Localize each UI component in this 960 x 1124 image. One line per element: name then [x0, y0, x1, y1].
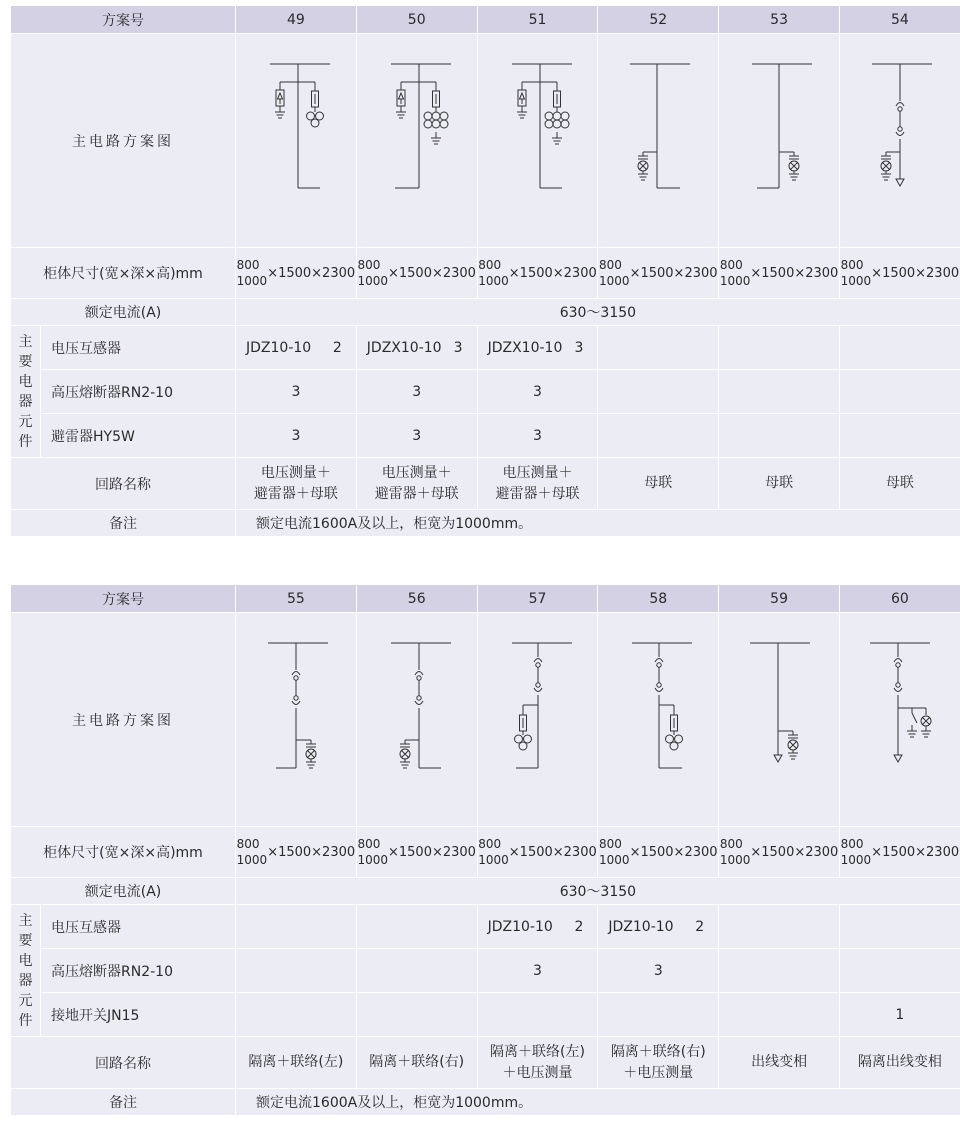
component-cell [477, 326, 598, 370]
component-qty: 3 [356, 370, 477, 414]
component-label: 接地开关JN15 [41, 993, 236, 1037]
component-model: JDZX10-10 [366, 339, 442, 356]
circuit-name [719, 458, 840, 510]
side-char: 器 [18, 393, 33, 410]
scheme-number: 60 [839, 585, 960, 613]
width-1000: 1000 [236, 274, 268, 288]
circuit-name-line: ＋电压测量 [502, 1064, 573, 1081]
depth-height: ×1500×2300 [750, 844, 839, 860]
circuit-name-line: 电压测量＋ [260, 464, 331, 481]
dimensions-value [236, 248, 357, 299]
depth-height: ×1500×2300 [267, 844, 356, 860]
scheme-number: 52 [598, 6, 719, 34]
depth-height: ×1500×2300 [871, 844, 960, 860]
circuit-name-line: 避雷器＋母联 [253, 485, 338, 502]
side-char: 件 [18, 1012, 33, 1029]
width-1000: 1000 [840, 274, 872, 288]
width-1000: 1000 [357, 274, 388, 288]
scheme-number: 49 [236, 6, 357, 34]
component-label: 高压熔断器RN2-10 [41, 370, 236, 414]
depth-height: ×1500×2300 [629, 265, 718, 281]
component-qty: 3 [477, 414, 598, 458]
component-qty [356, 949, 477, 993]
scheme-number: 57 [477, 585, 598, 613]
circuit-name-label: 回路名称 [11, 458, 236, 510]
circuit-name-line: ＋电压测量 [623, 1064, 694, 1081]
dimensions-value [356, 248, 477, 299]
component-cell [598, 326, 719, 370]
circuit-name [719, 1037, 840, 1089]
component-qty: 3 [477, 949, 598, 993]
width-800: 800 [478, 258, 502, 272]
circuit-diagram [236, 613, 357, 827]
component-cell [839, 326, 960, 370]
width-800: 800 [236, 837, 260, 851]
side-char: 主 [18, 333, 33, 350]
component-cell [356, 326, 477, 370]
side-char: 器 [18, 972, 33, 989]
circuit-name-line: 母联 [885, 475, 914, 491]
width-1000: 1000 [719, 274, 751, 288]
component-qty [598, 370, 719, 414]
circuit-diagram [356, 34, 477, 248]
circuit-name [356, 458, 477, 510]
circuit-diagram [477, 613, 598, 827]
circuit-diagram [719, 613, 840, 827]
width-800: 800 [719, 258, 743, 272]
component-qty [356, 993, 477, 1037]
component-qty: 3 [574, 339, 584, 356]
scheme-table-1 [10, 5, 960, 537]
scheme-number: 56 [356, 585, 477, 613]
circuit-diagram [598, 613, 719, 827]
diagram-row-label: 主电路方案图 [11, 34, 236, 248]
dimensions-value [719, 827, 840, 878]
component-cell [839, 905, 960, 949]
circuit-name [477, 458, 598, 510]
component-qty: 2 [574, 918, 584, 935]
dimensions-label: 柜体尺寸(宽×深×高)mm [11, 248, 236, 299]
rated-current-label: 额定电流(A) [11, 299, 236, 326]
component-label: 避雷器HY5W [41, 414, 236, 458]
width-800: 800 [236, 258, 260, 272]
component-qty [839, 949, 960, 993]
component-qty [719, 993, 840, 1037]
side-char: 电 [18, 373, 33, 390]
component-qty [598, 414, 719, 458]
width-800: 800 [840, 258, 864, 272]
width-1000: 1000 [719, 853, 751, 867]
component-model: JDZ10-10 [608, 918, 674, 935]
component-qty [839, 370, 960, 414]
diagram-row-label: 主电路方案图 [11, 613, 236, 827]
component-qty: 3 [236, 370, 357, 414]
rated-current-label: 额定电流(A) [11, 878, 236, 905]
component-cell [236, 326, 357, 370]
circuit-name-line: 隔离＋联络(右) [369, 1054, 465, 1070]
dimensions-value [598, 827, 719, 878]
component-qty: 2 [695, 918, 705, 935]
scheme-number-label: 方案号 [11, 6, 236, 34]
component-cell [236, 905, 357, 949]
depth-height: ×1500×2300 [387, 265, 476, 281]
scheme-number: 58 [598, 585, 719, 613]
component-qty [477, 993, 598, 1037]
scheme-number: 59 [719, 585, 840, 613]
circuit-name [598, 1037, 719, 1089]
width-800: 800 [599, 837, 622, 851]
side-char: 主 [18, 912, 33, 929]
circuit-diagram [839, 34, 960, 248]
side-char: 要 [18, 932, 33, 949]
component-label: 电压互感器 [41, 326, 236, 370]
circuit-diagram [598, 34, 719, 248]
side-char: 件 [18, 433, 33, 450]
circuit-name-line: 隔离＋联络(左) [490, 1043, 585, 1060]
component-label: 电压互感器 [41, 905, 236, 949]
circuit-name-line: 避雷器＋母联 [374, 485, 459, 502]
circuit-name [598, 458, 719, 510]
component-model: JDZX10-10 [487, 339, 563, 356]
dimensions-value [477, 827, 598, 878]
circuit-diagram [477, 34, 598, 248]
width-1000: 1000 [599, 274, 630, 288]
component-qty [839, 414, 960, 458]
circuit-name-line: 母联 [644, 475, 673, 491]
remark-text: 额定电流1600A及以上，柜宽为1000mm。 [236, 1089, 960, 1116]
scheme-number: 55 [236, 585, 357, 613]
component-qty [719, 370, 840, 414]
component-label: 高压熔断器RN2-10 [41, 949, 236, 993]
width-1000: 1000 [236, 853, 268, 867]
rated-current-value: 630～3150 [236, 299, 960, 326]
component-cell [719, 326, 840, 370]
component-qty [719, 414, 840, 458]
width-1000: 1000 [478, 274, 509, 288]
dimensions-value [598, 248, 719, 299]
scheme-number: 51 [477, 6, 598, 34]
circuit-name [839, 1037, 960, 1089]
dimensions-label: 柜体尺寸(宽×深×高)mm [11, 827, 236, 878]
width-1000: 1000 [599, 853, 630, 867]
side-char: 要 [18, 353, 33, 370]
depth-height: ×1500×2300 [629, 844, 718, 860]
width-800: 800 [719, 837, 743, 851]
width-800: 800 [840, 837, 864, 851]
component-qty: 3 [598, 949, 719, 993]
component-cell [477, 905, 598, 949]
remark-label: 备注 [11, 510, 236, 537]
component-qty: 3 [236, 414, 357, 458]
width-800: 800 [357, 837, 381, 851]
scheme-number: 54 [839, 6, 960, 34]
remark-text: 额定电流1600A及以上，柜宽为1000mm。 [236, 510, 960, 537]
circuit-name-line: 电压测量＋ [502, 464, 573, 481]
side-char: 元 [18, 992, 33, 1009]
circuit-name-line: 隔离出线变相 [857, 1054, 942, 1070]
circuit-name-line: 出线变相 [751, 1054, 808, 1070]
width-800: 800 [478, 837, 502, 851]
scheme-number: 50 [356, 6, 477, 34]
component-qty [236, 993, 357, 1037]
circuit-name-line: 隔离＋联络(左) [248, 1054, 344, 1070]
component-cell [356, 905, 477, 949]
width-1000: 1000 [357, 853, 388, 867]
depth-height: ×1500×2300 [750, 265, 839, 281]
scheme-table-2 [10, 584, 960, 1116]
side-char: 电 [18, 952, 33, 969]
width-800: 800 [357, 258, 381, 272]
circuit-diagram [839, 613, 960, 827]
component-cell [598, 905, 719, 949]
depth-height: ×1500×2300 [508, 844, 597, 860]
depth-height: ×1500×2300 [387, 844, 476, 860]
dimensions-value [719, 248, 840, 299]
component-qty: 1 [839, 993, 960, 1037]
depth-height: ×1500×2300 [267, 265, 356, 281]
dimensions-value [839, 248, 960, 299]
dimensions-value [236, 827, 357, 878]
dimensions-value [356, 827, 477, 878]
circuit-name-line: 电压测量＋ [381, 464, 452, 481]
component-qty: 3 [477, 370, 598, 414]
circuit-name [356, 1037, 477, 1089]
circuit-name [477, 1037, 598, 1089]
width-1000: 1000 [478, 853, 509, 867]
circuit-name-line: 母联 [765, 475, 794, 491]
circuit-name [236, 1037, 357, 1089]
circuit-diagram [236, 34, 357, 248]
side-char: 元 [18, 413, 33, 430]
scheme-number: 53 [719, 6, 840, 34]
component-qty [719, 949, 840, 993]
component-model: JDZ10-10 [246, 339, 312, 356]
circuit-diagram [719, 34, 840, 248]
component-qty: 3 [453, 339, 463, 356]
component-qty [598, 993, 719, 1037]
main-components-label [11, 905, 41, 1037]
circuit-name-label: 回路名称 [11, 1037, 236, 1089]
scheme-number-label: 方案号 [11, 585, 236, 613]
circuit-name [236, 458, 357, 510]
main-components-label [11, 326, 41, 458]
width-800: 800 [599, 258, 622, 272]
component-cell [719, 905, 840, 949]
rated-current-value: 630～3150 [236, 878, 960, 905]
circuit-diagram [356, 613, 477, 827]
dimensions-value [477, 248, 598, 299]
dimensions-value [839, 827, 960, 878]
depth-height: ×1500×2300 [871, 265, 960, 281]
circuit-name-line: 隔离＋联络(右) [610, 1043, 706, 1060]
width-1000: 1000 [840, 853, 872, 867]
remark-label: 备注 [11, 1089, 236, 1116]
component-model: JDZ10-10 [487, 918, 553, 935]
circuit-name [839, 458, 960, 510]
component-qty [236, 949, 357, 993]
circuit-name-line: 避雷器＋母联 [495, 485, 580, 502]
component-qty: 3 [356, 414, 477, 458]
component-qty: 2 [332, 339, 342, 356]
depth-height: ×1500×2300 [508, 265, 597, 281]
